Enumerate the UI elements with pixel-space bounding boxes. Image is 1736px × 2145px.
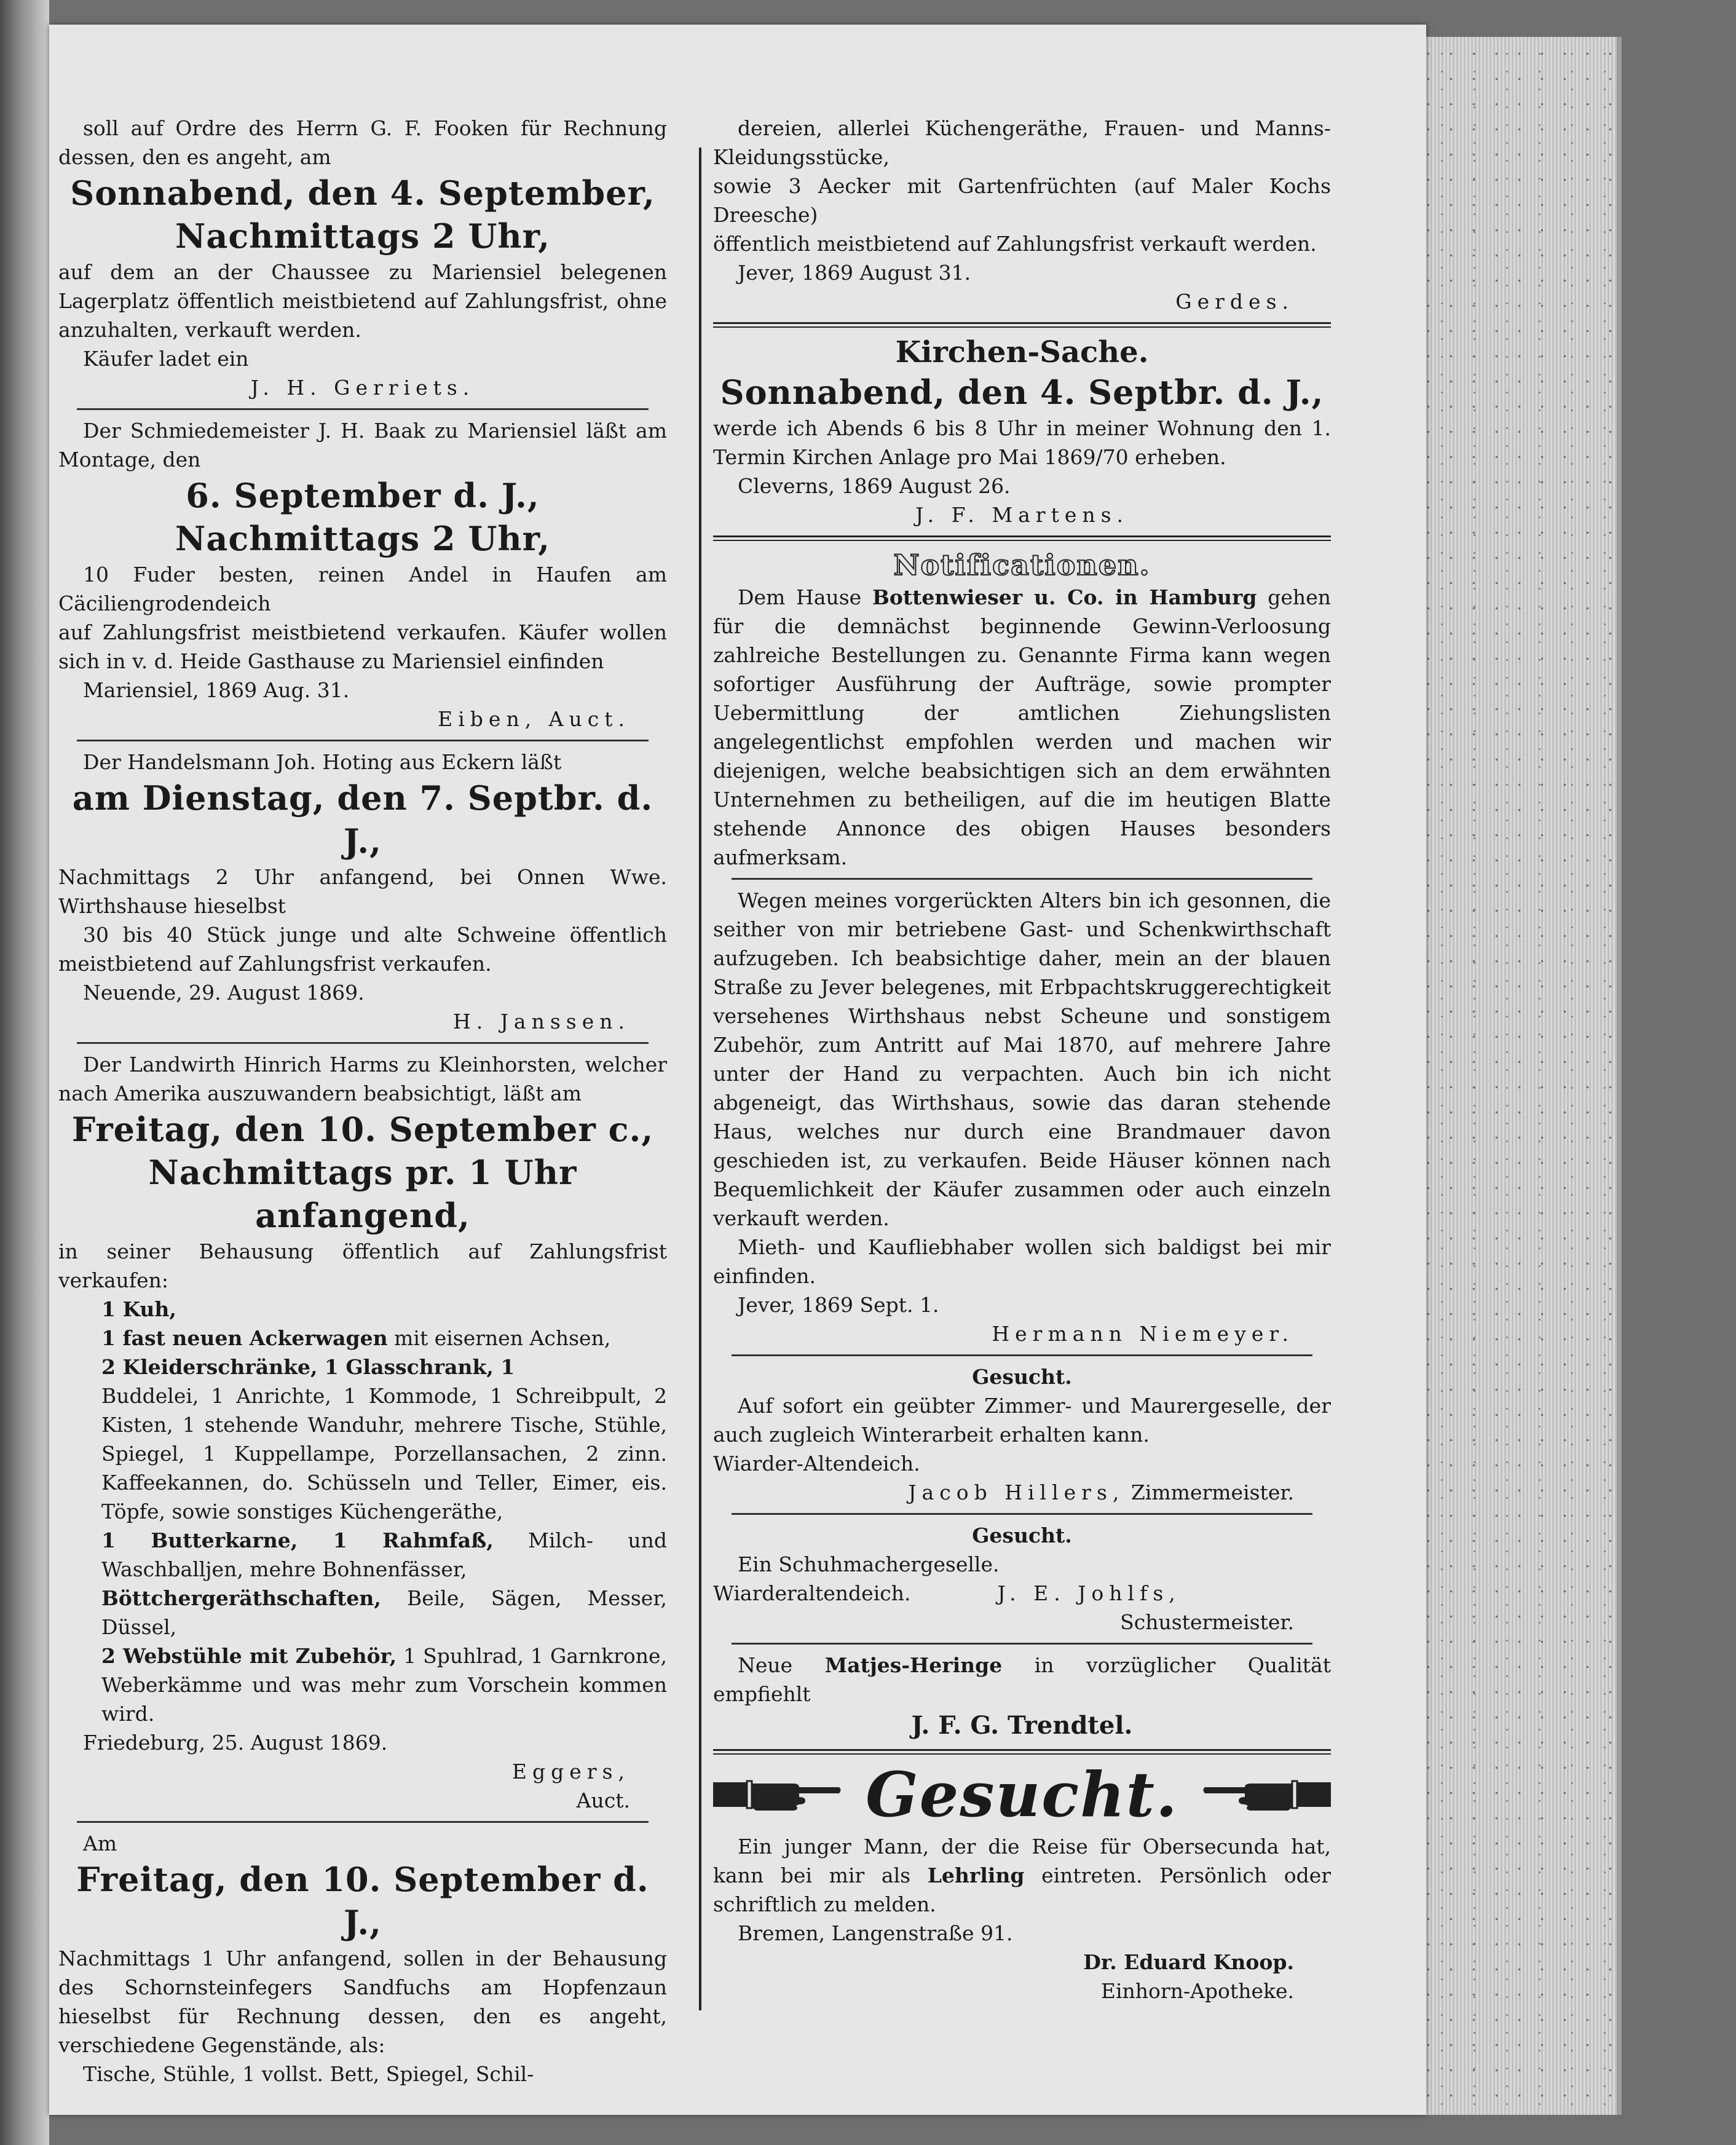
ad-time: Nachmittags 2 Uhr,	[175, 216, 551, 256]
ad-body: auf dem an der Chaussee zu Mariensiel belegenen Lagerplatz öffentlich meistbietend auf Zahlungsfrist, ohne anzuhalten, verkauft werden.	[58, 260, 667, 342]
ad-date: 6. September d. J.,	[186, 476, 540, 515]
ad-body	[713, 1651, 1331, 1708]
ad-signature: Eiben, Auct.	[438, 707, 630, 731]
ad-body: Nachmittags 1 Uhr anfangend, sollen in der Behausung des Schornsteinfegers Sandfuchs am Hopfenzaun hieselbst für Rechnung dessen, den es angeht, verschiedene Gegenstände, als:	[58, 1946, 667, 2057]
ad-signature: Hermann Niemeyer.	[992, 1322, 1294, 1346]
ad-knoop	[713, 1758, 1332, 2005]
ad-intro: Der Handelsmann Joh. Hoting aus Eckern läßt	[83, 750, 562, 774]
ad-text: in vorzüglicher Qualität empfiehlt	[713, 1653, 1331, 1706]
ad-place-date: Cleverns, 1869 August 26.	[738, 474, 1011, 498]
ad-intro: Der Landwirth Hinrich Harms zu Kleinhorsten, welcher nach Amerika auszuwandern beabsichtigt, läßt am	[58, 1053, 667, 1105]
ad-gerriets	[58, 114, 667, 402]
list-item	[101, 1324, 667, 1353]
pointing-hand-right-icon	[713, 1770, 842, 1819]
ad-signature-title: Schustermeister.	[1120, 1610, 1294, 1634]
ad-place-date: Mariensiel, 1869 Aug. 31.	[83, 678, 350, 702]
ad-sandfuchs	[58, 1829, 667, 2088]
ad-body	[713, 583, 1331, 872]
ad-signature	[713, 1478, 1331, 1507]
ad-signature-title: Einhorn-Apotheke.	[1100, 1979, 1294, 2003]
ad-text-2: eintreten. Persönlich oder schriftlich zu melden.	[713, 1863, 1332, 1916]
item-list	[58, 1295, 667, 1728]
list-item-text: Beile, Sägen, Messer, Düssel,	[101, 1586, 667, 1639]
previous-page-edge	[0, 0, 49, 2145]
divider	[732, 1354, 1312, 1356]
list-item: 1 Kuh,	[101, 1297, 176, 1321]
list-item	[101, 1584, 667, 1641]
ad-signature: Gerdes.	[1175, 290, 1294, 314]
divider	[713, 1749, 1331, 1755]
ad-heading: Notificationen.	[893, 548, 1151, 582]
ad-trendtel	[713, 1651, 1331, 1743]
ad-time: Nachmittags pr. 1 Uhr anfangend,	[148, 1153, 577, 1235]
ad-body-2: Mieth- und Kaufliebhaber wollen sich baldigst bei mir einfinden.	[713, 1235, 1331, 1288]
ad-body-2: 30 bis 40 Stück junge und alte Schweine öffentlich meistbietend auf Zahlungsfrist verkaufen.	[58, 923, 667, 976]
right-column	[713, 114, 1331, 2005]
divider	[77, 408, 649, 410]
ad-body	[713, 1832, 1331, 1919]
ad-signature: H. Janssen.	[452, 1009, 630, 1033]
list-item-bold: 1 Butterkarne, 1 Rahmfaß,	[101, 1528, 494, 1552]
list-item-bold: 2 Webstühle mit Zubehör,	[101, 1644, 397, 1668]
ad-place-text: Wiarderaltendeich.	[713, 1581, 911, 1605]
divider	[732, 1513, 1312, 1515]
list-item-text: mit eisernen Achsen,	[394, 1326, 611, 1350]
ad-hoting	[58, 748, 667, 1036]
ad-signature-name: Jacob Hillers,	[908, 1480, 1125, 1504]
divider	[77, 1042, 649, 1044]
ad-date: Freitag, den 10. September d. J.,	[76, 1860, 649, 1942]
ad-body: 10 Fuder besten, reinen Andel in Haufen am Cäciliengrodendeich	[58, 563, 667, 615]
ad-body: Wegen meines vorgerückten Alters bin ich gesonnen, die seither von mir betriebene Gast- und Schenkwirthschaft aufzugeben. Ich beabsichtige daher, mein an der blauen Straße zu Jever belegenes, mit Erbpachtskruggerechtigkeit versehenes Wirthshaus nebst Scheune und sonstigem Zubehör, zum Antritt auf Mai 1870, auf mehrere Jahre unter der Hand zu verpachten. Auch bin ich nicht abgeneigt, das Wirthshaus, sowie das daran stehende Haus, welches nur durch eine Brandmauer davon geschieden ist, zu verkaufen. Beide Häuser können nach Bequemlichkeit der Käufer zusammen oder auch einzeln verkauft werden.	[713, 888, 1331, 1230]
ad-signature: Eggers,	[511, 1760, 630, 1784]
divider	[713, 322, 1331, 328]
ad-body-2: Tische, Stühle, 1 vollst. Bett, Spiegel, Schil-	[83, 2062, 534, 2086]
ad-body-2: sowie 3 Aecker mit Gartenfrüchten (auf Maler Kochs Dreesche)	[713, 174, 1331, 227]
list-item-text: Buddelei, 1 Anrichte, 1 Kommode, 1 Schreibpult, 2 Kisten, 1 stehende Wanduhr, mehrere Tische, Stühle, Spiegel, 1 Kuppellampe, Porzellansachen, 2 zinn. Kaffeekannen, do. Schüsseln und Teller, Eimer, eis. Töpfe, sowie sonstiges Küchengeräthe,	[101, 1384, 667, 1523]
ad-role: Lehrling	[927, 1863, 1025, 1887]
ad-signature-title: Zimmermeister.	[1130, 1480, 1294, 1504]
ad-signature: J. H. Gerriets.	[250, 376, 475, 400]
left-column	[58, 114, 667, 2088]
list-item	[101, 1641, 667, 1728]
ad-firm: Bottenwieser u. Co. in Hamburg	[872, 585, 1257, 609]
ad-body-2: auf Zahlungsfrist meistbietend verkaufen. Käufer wollen sich in v. d. Heide Gasthause zu Mariensiel einfinden	[58, 620, 667, 673]
ad-body: in seiner Behausung öffentlich auf Zahlungsfrist verkaufen:	[58, 1239, 667, 1292]
ad-place-date: Neuende, 29. August 1869.	[83, 981, 365, 1005]
ad-body: Nachmittags 2 Uhr anfangend, bei Onnen Wwe. Wirthshause hieselbst	[58, 865, 667, 918]
ad-place: Bremen, Langenstraße 91.	[738, 1921, 1013, 1945]
ad-heading: Gesucht.	[972, 1365, 1072, 1389]
pointing-hand-left-icon	[1202, 1770, 1331, 1819]
ad-invite: Käufer ladet ein	[83, 347, 249, 371]
ad-heading: Kirchen-Sache.	[895, 335, 1149, 369]
ad-text: Ein junger Mann, der die Reise für Obersecunda hat, kann bei mir als	[713, 1835, 1331, 1887]
ad-notificationen	[713, 547, 1331, 872]
ad-signature: J. F. G. Trendtel.	[911, 1711, 1133, 1740]
ad-time: Nachmittags 2 Uhr,	[175, 519, 551, 558]
ad-gerdes	[713, 114, 1331, 316]
divider	[77, 740, 649, 741]
ad-place: Wiarder-Altendeich.	[713, 1452, 920, 1475]
ad-signature-title: Auct.	[576, 1788, 630, 1812]
ad-johlfs	[713, 1521, 1331, 1637]
divider	[713, 535, 1331, 541]
ad-body: Ein Schuhmachergeselle.	[738, 1552, 1000, 1576]
list-item-text: 1 Spuhlrad, 1 Garnkrone, Weberkämme und was mehr zum Vorschein kommen wird.	[101, 1644, 667, 1726]
ad-intro: Der Schmiedemeister J. H. Baak zu Mariensiel läßt am Montage, den	[58, 419, 667, 472]
list-item-bold: 1 fast neuen Ackerwagen	[101, 1326, 388, 1350]
ad-text: gehen für die demnächst beginnende Gewinn-Verloosung zahlreiche Bestellungen zu. Genannte Firma kann wegen sofortiger Ausführung der Aufträge, sowie prompter Uebermittlung der amtlichen Ziehungslisten angelegentlichst empfohlen werden und machen wir diejenigen, welche beabsichtigen sich an dem erwähnten Unternehmen zu betheiligen, auf die im heutigen Blatte stehende Annonce des obigen Hauses besonders aufmerksam.	[713, 585, 1331, 869]
divider	[77, 1821, 649, 1823]
list-item-text: Milch- und Waschballjen, mehre Bohnenfässer,	[101, 1528, 667, 1581]
gesucht-banner	[713, 1758, 1331, 1831]
ad-intro: soll auf Ordre des Herrn G. F. Fooken für Rechnung dessen, den es angeht, am	[58, 116, 667, 169]
ad-signature: J. F. Martens.	[915, 503, 1129, 527]
ad-date: Freitag, den 10. September c.,	[71, 1110, 654, 1149]
ad-kirchen-sache	[713, 334, 1331, 529]
divider	[732, 1643, 1312, 1645]
ad-date: Sonnabend, den 4. September,	[70, 173, 655, 213]
ad-lead: Neue	[738, 1653, 793, 1677]
ad-body: dereien, allerlei Küchengeräthe, Frauen- und Manns-Kleidungsstücke,	[713, 116, 1331, 169]
column-rule	[699, 148, 701, 2010]
ad-date: am Dienstag, den 7. Septbr. d. J.,	[72, 778, 653, 861]
ad-date: Sonnabend, den 4. Septbr. d. J.,	[720, 373, 1324, 412]
ad-heading: Gesucht.	[972, 1523, 1072, 1547]
ad-baak	[58, 416, 667, 733]
ad-body-3: öffentlich meistbietend auf Zahlungsfrist verkauft werden.	[713, 232, 1317, 256]
list-item-bold: Böttchergeräthschaften,	[101, 1586, 381, 1610]
ad-signature: Dr. Eduard Knoop.	[1083, 1950, 1294, 1974]
ad-place-date: Jever, 1869 Sept. 1.	[738, 1293, 939, 1317]
ad-product: Matjes-Heringe	[824, 1653, 1003, 1677]
ad-lead: Dem Hause	[738, 585, 862, 609]
book-page-edges	[1414, 37, 1622, 2115]
ad-body: werde ich Abends 6 bis 8 Uhr in meiner Wohnung den 1. Termin Kirchen Anlage pro Mai 1869/70 erheben.	[713, 416, 1331, 469]
ad-place	[713, 1579, 1331, 1608]
ad-niemeyer	[713, 886, 1331, 1348]
list-item	[101, 1526, 667, 1584]
ad-body: Auf sofort ein geübter Zimmer- und Maurergeselle, der auch zugleich Winterarbeit erhalten kann.	[713, 1394, 1331, 1447]
divider	[732, 878, 1312, 880]
ad-harms	[58, 1050, 667, 1815]
ad-place-date: Friedeburg, 25. August 1869.	[83, 1731, 388, 1755]
gesucht-heading: Gesucht.	[866, 1758, 1178, 1831]
ad-intro: Am	[83, 1831, 117, 1855]
ad-signature-name: J. E. Johlfs,	[997, 1581, 1181, 1605]
list-item: 2 Kleiderschränke, 1 Glasschrank, 1	[101, 1355, 515, 1379]
ad-place-date: Jever, 1869 August 31.	[738, 261, 971, 285]
ad-hillers	[713, 1362, 1331, 1507]
